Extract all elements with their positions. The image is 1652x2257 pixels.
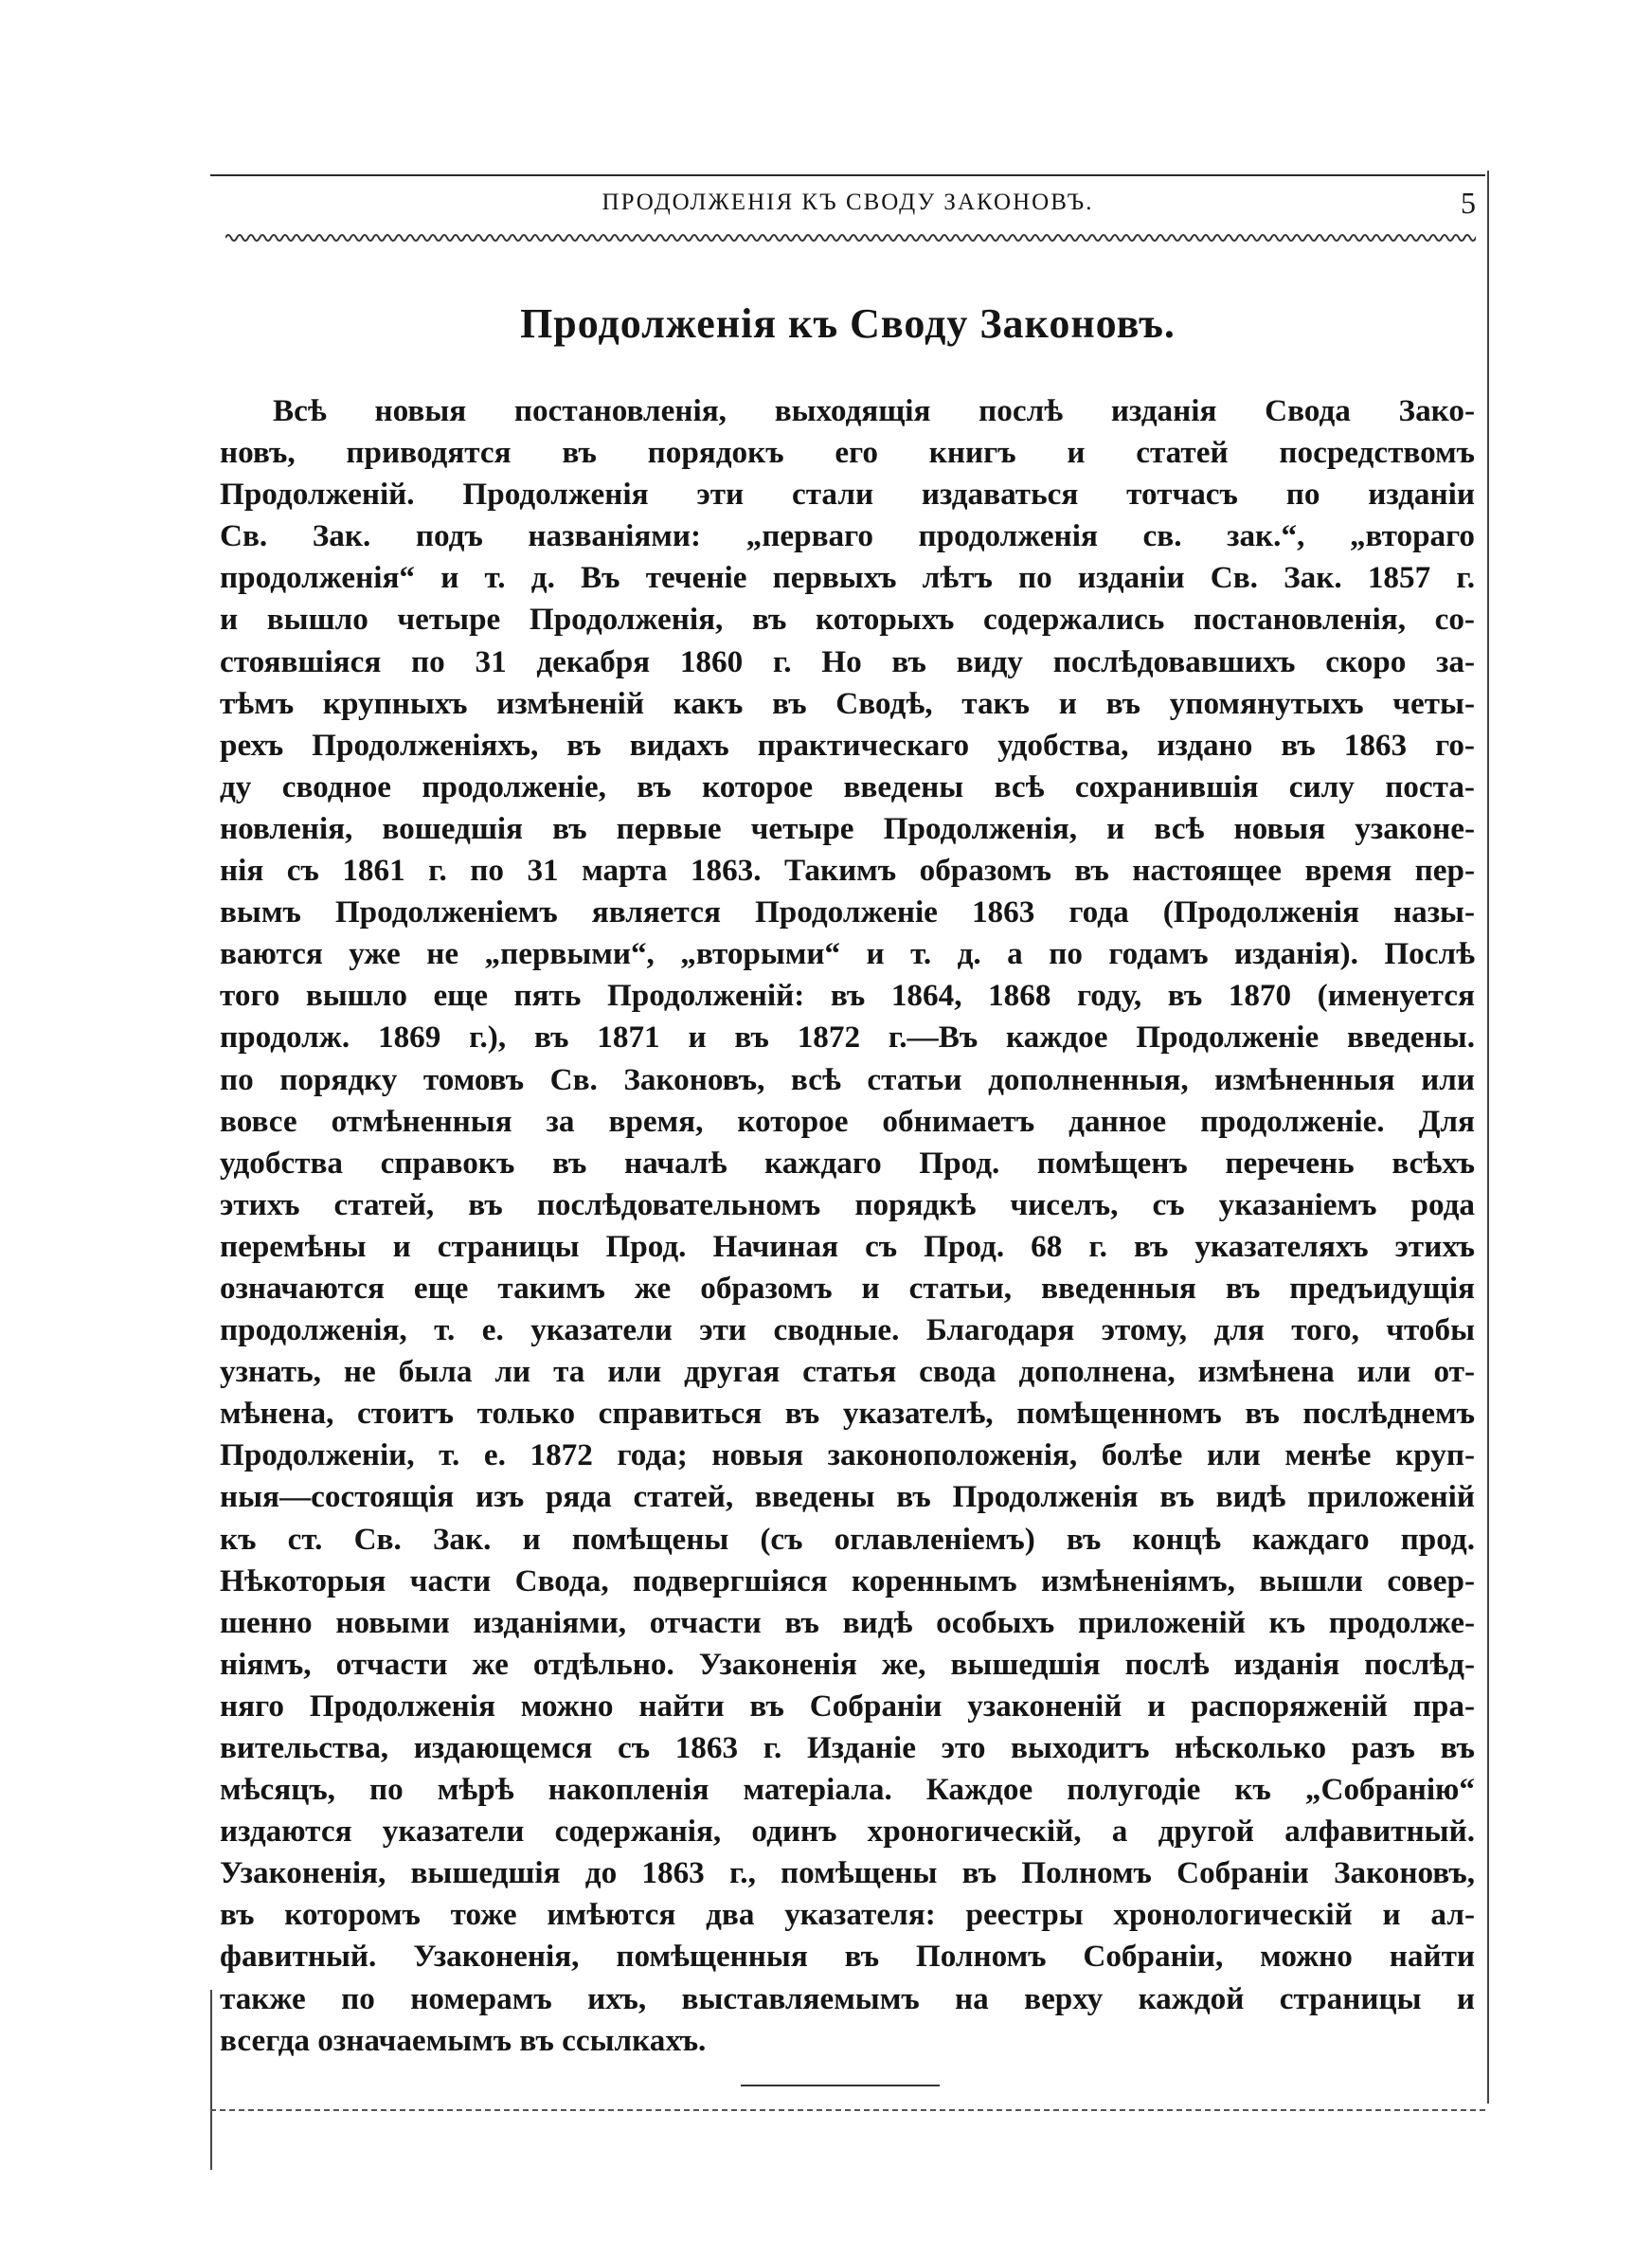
text-line: того вышло еще пять Продолженій: въ 1864, 1868 году, въ 1870 (именуется xyxy=(220,978,1475,1014)
text-line: всегда означаемымъ въ ссылкахъ. xyxy=(220,2022,707,2058)
text-line: новъ, приводятся въ порядокъ его книгъ и статей посредствомъ xyxy=(220,435,1475,471)
text-line: означаются еще такимъ же образомъ и статьи, введенныя въ предъидущія xyxy=(220,1270,1475,1306)
text-line: и вышло четыре Продолженія, въ которыхъ содержались постановленія, со- xyxy=(220,602,1475,638)
text-line: шенно новыми изданіями, отчасти въ видѣ особыхъ приложеній къ продолже- xyxy=(220,1604,1475,1640)
text-line: также по номерамъ ихъ, выставляемымъ на верху каждой страницы и xyxy=(220,1980,1475,2016)
top-rule xyxy=(210,174,1485,176)
text-line: удобства справокъ въ началѣ каждаго Прод. помѣщенъ перечень всѣхъ xyxy=(220,1145,1475,1181)
text-line: продолженія, т. е. указатели эти сводные. Благодаря этому, для того, чтобы xyxy=(220,1312,1475,1348)
wavy-divider xyxy=(225,231,1476,244)
page-edge-right xyxy=(1487,171,1489,2104)
text-line: Продолженіи, т. е. 1872 года; новыя законоположенія, болѣе или менѣе круп- xyxy=(220,1437,1475,1473)
text-line: Всѣ новыя постановленія, выходящія послѣ изданія Свода Зако- xyxy=(273,393,1475,428)
text-line: ду сводное продолженіе, въ которое введены всѣ сохранившія силу поста- xyxy=(220,768,1475,804)
text-line: стоявшіяся по 31 декабря 1860 г. Но въ виду послѣдовавшихъ скоро за- xyxy=(220,643,1475,679)
section-heading: Продолженія къ Своду Законовъ. xyxy=(520,300,1176,347)
text-line: ваются уже не „первыми“, „вторыми“ и т. д. а по годамъ изданія). Послѣ xyxy=(220,936,1475,972)
page-edge-left xyxy=(210,1990,212,2170)
page-number: 5 xyxy=(1461,186,1476,220)
text-line: по порядку томовъ Св. Законовъ, всѣ статьи дополненныя, измѣненныя или xyxy=(220,1061,1475,1097)
text-line: ныя—состоящія изъ ряда статей, введены въ Продолженія въ видѣ приложеній xyxy=(220,1479,1475,1515)
text-line: въ которомъ тоже имѣются два указателя: реестры хронологическій и ал- xyxy=(220,1897,1475,1933)
text-line: нія съ 1861 г. по 31 марта 1863. Такимъ образомъ въ настоящее время пер- xyxy=(220,853,1475,889)
text-line: ніямъ, отчасти же отдѣльно. Узаконенія же, вышедшія послѣ изданія послѣд- xyxy=(220,1646,1475,1682)
text-line: новленія, вошедшія въ первые четыре Продолженія, и всѣ новыя узаконе- xyxy=(220,810,1475,846)
text-line: Продолженій. Продолженія эти стали издаваться тотчасъ по изданіи xyxy=(220,477,1475,513)
text-line: вительства, издающемся съ 1863 г. Изданіе это выходитъ нѣсколько разъ въ xyxy=(220,1730,1475,1765)
running-title: ПРОДОЛЖЕНІЯ КЪ СВОДУ ЗАКОНОВЪ. xyxy=(602,190,1094,215)
text-line: перемѣны и страницы Прод. Начиная съ Прод. 68 г. въ указателяхъ этихъ xyxy=(220,1228,1475,1264)
text-line: рехъ Продолженіяхъ, въ видахъ практическаго удобства, издано въ 1863 го- xyxy=(220,727,1475,763)
text-line: этихъ статей, въ послѣдовательномъ порядкѣ чиселъ, съ указаніемъ рода xyxy=(220,1186,1475,1222)
text-line: мѣсяцъ, по мѣрѣ накопленія матеріала. Каждое полугодіе къ „Собранію“ xyxy=(220,1772,1475,1808)
text-line: Нѣкоторыя части Свода, подвергшіяся кореннымъ измѣненіямъ, вышли совер- xyxy=(220,1562,1475,1598)
bottom-rule xyxy=(210,2109,1485,2111)
text-line: продолж. 1869 г.), въ 1871 и въ 1872 г.—Въ каждое Продолженіе введены. xyxy=(220,1020,1475,1056)
text-line: вовсе отмѣненныя за время, которое обнимаетъ данное продолженіе. Для xyxy=(220,1103,1475,1139)
text-line: тѣмъ крупныхъ измѣненій какъ въ Сводѣ, такъ и въ упомянутыхъ четы- xyxy=(220,685,1475,721)
text-line: Узаконенія, вышедшія до 1863 г., помѣщены въ Полномъ Собраніи Законовъ, xyxy=(220,1855,1475,1891)
body-paragraph xyxy=(220,390,1475,2062)
text-line: Св. Зак. подъ названіями: „перваго продолженія св. зак.“, „втораго xyxy=(220,518,1475,554)
text-line: няго Продолженія можно найти въ Собраніи узаконеній и распоряженій пра- xyxy=(220,1688,1475,1724)
text-line: узнать, не была ли та или другая статья свода дополнена, измѣнена или от- xyxy=(220,1354,1475,1390)
running-head xyxy=(210,186,1485,227)
text-line: издаются указатели содержанія, одинъ хроногическій, а другой алфавитный. xyxy=(220,1814,1475,1850)
text-line: фавитный. Узаконенія, помѣщенныя въ Полномъ Собраніи, можно найти xyxy=(220,1939,1475,1975)
text-line: вымъ Продолженіемъ является Продолженіе 1863 года (Продолженія назы- xyxy=(220,894,1475,930)
end-rule xyxy=(741,2085,940,2086)
text-line: мѣнена, стоитъ только справиться въ указателѣ, помѣщенномъ въ послѣднемъ xyxy=(220,1396,1475,1432)
text-line: къ ст. Св. Зак. и помѣщены (съ оглавленіемъ) въ концѣ каждаго прод. xyxy=(220,1521,1475,1557)
text-line: продолженія“ и т. д. Въ теченіе первыхъ лѣтъ по изданіи Св. Зак. 1857 г. xyxy=(220,560,1475,596)
